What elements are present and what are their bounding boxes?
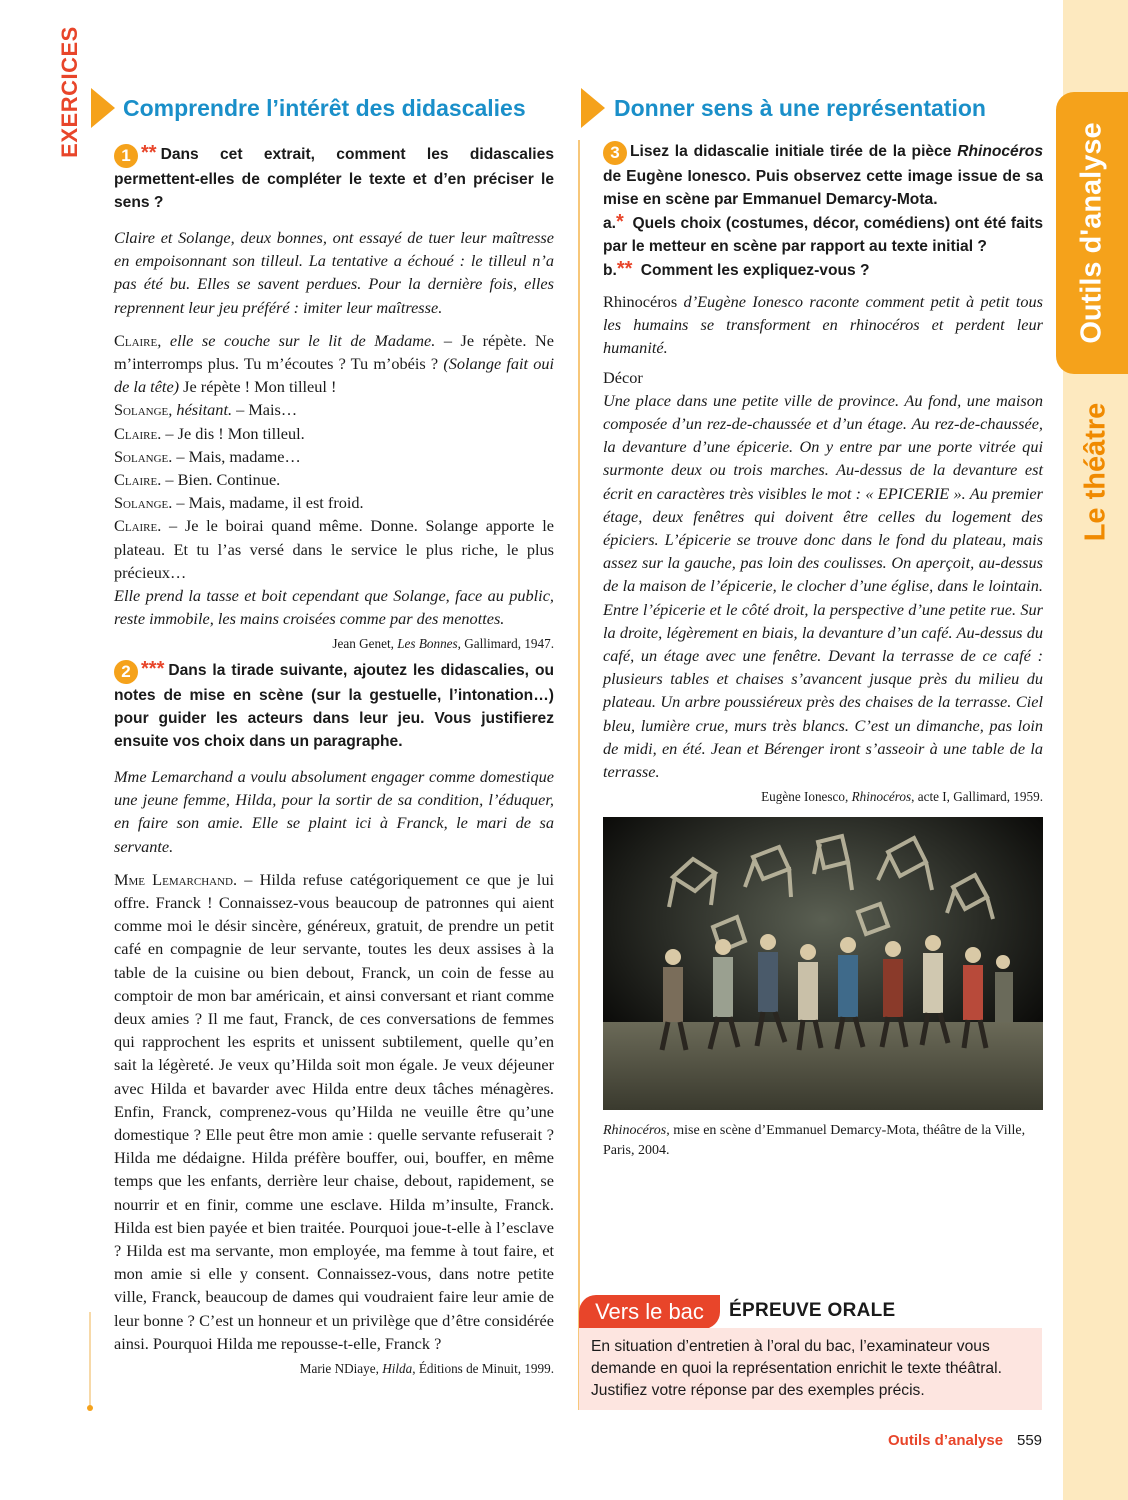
difficulty-stars: ***: [141, 658, 165, 680]
tirade-text: . – Hilda refuse catégoriquement ce que je lui offre. Franck ! Connaissez-vous beaucoup de patronnes qui aient comme moi le désir sincère, généreux, gratuit, de prendre un petit café en compagnie de leur servante, toutes les deux assises à la table de la cuisine ou bien debout, Franck, un coin de fesse au comptoir de mon bar américain, et ainsi conversant et riant comme deux amies ? Il me faut, Franck, de ces conversations de femmes qui rapprochent les esprits et unissent subtilement, quelle qu’en sait la légèreté. Je veux qu’Hilda soit mon égale. Je veux déjeuner avec Hilda et bavarder avec Hilda entre deux tâches ménagères. Enfin, Franck, comprenez-vous qu’Hilda ne veuille être qu’une domestique ? Elle peut être mon amie : quelle servante refuserait ? Hilda me dédaigne. Hilda préfère bouffer, oui, bouffer, en même temps que les enfants, derrière leur chaise, debout, rapidement, se nourrir et en finir, comme une esclave. Hilda m’insulte, Franck. Hilda est bien payée et bien traitée. Pourquoi joue-t-elle à l’esclave ? Hilda est ma servante, mon employée, ma femme à tout faire, et mon amie si elle y consent. Connaissez-vous, dans notre petite ville, Franck, beaucoup de dames qui voudraient faire leur amie de leur bonne ? C’est un honneur et un privilège que d’être considérée ainsi. Pourquoi Hilda me repousse-t-elle, Franck ?: [114, 869, 554, 1353]
line-text: . – Mais, madame…: [168, 446, 301, 466]
tab-outils-label: Outils d'analyse: [1075, 122, 1108, 344]
source-rest: , Éditions de Minuit, 1999.: [412, 1361, 554, 1377]
rhinoceros-stage-photo: [603, 817, 1043, 1110]
source-rest: , Gallimard, 1947.: [457, 636, 554, 652]
line-text: . – Je le boirai quand même. Donne. Solange apporte le plateau. Et tu l’as versé dans le service le plus riche, le plus précieux…: [114, 516, 554, 582]
question-text: de Eugène Ionesco. Puis observez cette image issue de sa mise en scène par Emmanuel Demarcy-Mota.: [603, 168, 1043, 208]
question-text: Lisez la didascalie initiale tirée de la pièce: [630, 143, 958, 160]
exercise-3-decor: [603, 366, 1043, 784]
speaker-name: Claire: [114, 470, 158, 490]
exercise-2-question: [114, 658, 554, 753]
speaker-name: Claire: [114, 423, 158, 443]
stage-direction: (Solange fait oui de la tête): [114, 354, 555, 397]
speaker-name: Solange: [114, 493, 169, 513]
subquestion-label: a.: [603, 215, 617, 232]
source-author: Jean Genet,: [332, 636, 398, 652]
vers-le-bac-box: En situation d’entretien à l’oral du bac, l’examinateur vous demande en quoi la représentation enrichit le texte théâtral. Justifiez votre réponse par des exemples précis.: [579, 1328, 1042, 1410]
decor-label: Décor: [603, 367, 643, 387]
section-title-right: Donner sens à une représentation: [614, 95, 986, 121]
photo-caption: [603, 1121, 1043, 1161]
difficulty-stars: **: [141, 142, 157, 164]
play-title: Rhinocéros: [603, 292, 678, 311]
section-title-left: Comprendre l’intérêt des didascalies: [123, 95, 526, 121]
line-text: . – Je dis ! Mon tilleul.: [157, 423, 305, 443]
line-text: Je répète ! Mon tilleul !: [179, 377, 337, 397]
source-rest: , acte I, Gallimard, 1959.: [911, 789, 1043, 805]
exercise-2-intro: Mme Lemarchand a voulu absolument engager comme domestique une jeune femme, Hilda, pour la sortir de sa condition, l’éduquer, en faire son amie. Elle se plaint ici à Franck, le mari de sa servante.: [114, 767, 554, 856]
caption-title: Rhinocéros: [603, 1123, 667, 1138]
exercise-1-extract: [114, 329, 554, 631]
exercise-3-question: [603, 140, 1043, 282]
difficulty-stars: **: [616, 258, 633, 280]
line-text: . – Bien. Continue.: [157, 470, 281, 490]
tab-le-theatre[interactable]: [1063, 392, 1128, 552]
question-title: Rhinocéros: [957, 143, 1043, 160]
source-title: Hilda: [382, 1361, 413, 1377]
question-text: Dans cet extrait, comment les didascalies permettent-elles de compléter le texte et d’en préciser le sens ?: [114, 146, 554, 211]
footer-section-name: Outils d’analyse: [888, 1432, 1004, 1449]
subquestion-label: b.: [603, 262, 617, 279]
section-arrow-icon: [91, 88, 115, 128]
exercise-number-badge: 2: [114, 660, 138, 684]
stage-photo-image: [603, 817, 1043, 1110]
epreuve-orale-label: ÉPREUVE ORALE: [729, 1300, 896, 1321]
source-title: Rhinocéros: [851, 789, 912, 805]
exercise-1-source: [114, 636, 554, 652]
stage-direction: Elle prend la tasse et boit cependant que Solange, face au public, reste immobile, les mains croisées comme par des menottes.: [114, 586, 554, 629]
line-text: – Je répète. Ne m’interromps plus. Tu m’écoutes ? Tu m’obéis ?: [114, 330, 554, 374]
line-text: – Mais…: [232, 400, 298, 420]
source-author: Marie NDiaye,: [299, 1361, 383, 1377]
intro-text: d’Eugène Ionesco raconte comment petit à petit tous les humains se transforment en rhinocéros et perdent leur humanité.: [603, 292, 1043, 358]
margin-line: [89, 1312, 91, 1407]
exercise-3: [603, 140, 1043, 805]
source-author: Eugène Ionesco,: [761, 789, 852, 805]
exercise-1-intro: Claire et Solange, deux bonnes, ont essayé de tuer leur maîtresse en empoisonnant son tilleul. La tentative a échoué : le tilleul n’a pas été bu. Elles se savent perdues. Pour la dernière fois, elles reprennent leur jeu préféré : imiter leur maîtresse.: [114, 228, 554, 317]
section-arrow-icon: [581, 88, 605, 128]
speaker-name: Mme Lemarchand: [114, 869, 233, 889]
subquestion-text: Quels choix (costumes, décor, comédiens) ont été faits par le metteur en scène par rapport au texte initial ?: [603, 215, 1043, 255]
tab-outils-danalyse[interactable]: [1056, 92, 1128, 374]
tab-theatre-label: Le théâtre: [1079, 402, 1112, 542]
exercices-label: EXERCICES: [57, 26, 82, 158]
speaker-name: Solange: [114, 400, 169, 420]
exercise-number-badge: 3: [603, 141, 627, 165]
exercise-1-question: [114, 142, 554, 214]
vers-le-bac-badge: Vers le bac: [579, 1295, 720, 1329]
subquestion-text: Comment les expliquez-vous ?: [636, 262, 870, 279]
caption-text: , mise en scène d’Emmanuel Demarcy-Mota, théâtre de la Ville, Paris, 2004.: [603, 1123, 1026, 1158]
speaker-name: Solange: [114, 446, 169, 466]
exercise-3-source: [603, 789, 1043, 805]
exercise-number-badge: 1: [114, 144, 138, 168]
column-divider: [578, 140, 580, 1410]
margin-dot: [87, 1405, 93, 1411]
exercise-2-extract: [114, 868, 554, 1355]
stage-direction: , elle se couche sur le lit de Madame.: [157, 330, 436, 350]
line-text: . – Mais, madame, il est froid.: [168, 493, 364, 513]
speaker-name: Claire: [114, 516, 158, 536]
exercise-3-intro: [603, 290, 1043, 360]
exercise-2-source: [114, 1361, 554, 1377]
exercise-2: [114, 658, 554, 1377]
difficulty-stars: *: [616, 211, 624, 233]
question-text: Dans la tirade suivante, ajoutez les didascalies, ou notes de mise en scène (sur la gestuelle, l’intonation…) pour guider les acteurs dans leur jeu. Vous justifierez ensuite vos choix dans un paragraphe.: [114, 662, 554, 750]
decor-text: Une place dans une petite ville de province. Au fond, une maison composée d’un rez-de-chaussée et d’un étage. Au rez-de-chaussée, la devanture d’une épicerie. On y entre par une porte vitrée qui surmonte deux ou trois marches. Au-dessus de la devanture est écrit en caractères très visibles le mot : « EPICERIE ». Au premier étage, deux fenêtres qui doivent être celles du logement des épiciers. L’épicerie se trouve donc dans le fond du plateau, mais assez sur la gauche, pas loin des coulisses. On aperçoit, au-dessus de la maison de l’épicerie, le clocher d’une église, dans le lointain. Entre l’épicerie et le côté droit, la perspective d’une petite rue. Sur la droite, légèrement en biais, la devanture d’un café. Au-dessus du café, un étage avec une fenêtre. Devant la terrasse de ce café : plusieurs tables et chaises s’avancent jusque près du milieu du plateau. Un arbre poussiéreux près des chaises de la terrasse. Ciel bleu, lumière crue, murs très blancs. C’est un dimanche, pas loin de midi, en été. Jean et Bérenger iront s’asseoir à une table de la terrasse.: [603, 390, 1043, 782]
page-number: 559: [1017, 1432, 1043, 1449]
source-title: Les Bonnes: [397, 636, 458, 652]
stage-direction: , hésitant.: [168, 400, 233, 420]
exercise-1: [114, 142, 554, 652]
speaker-name: Claire: [114, 330, 158, 350]
